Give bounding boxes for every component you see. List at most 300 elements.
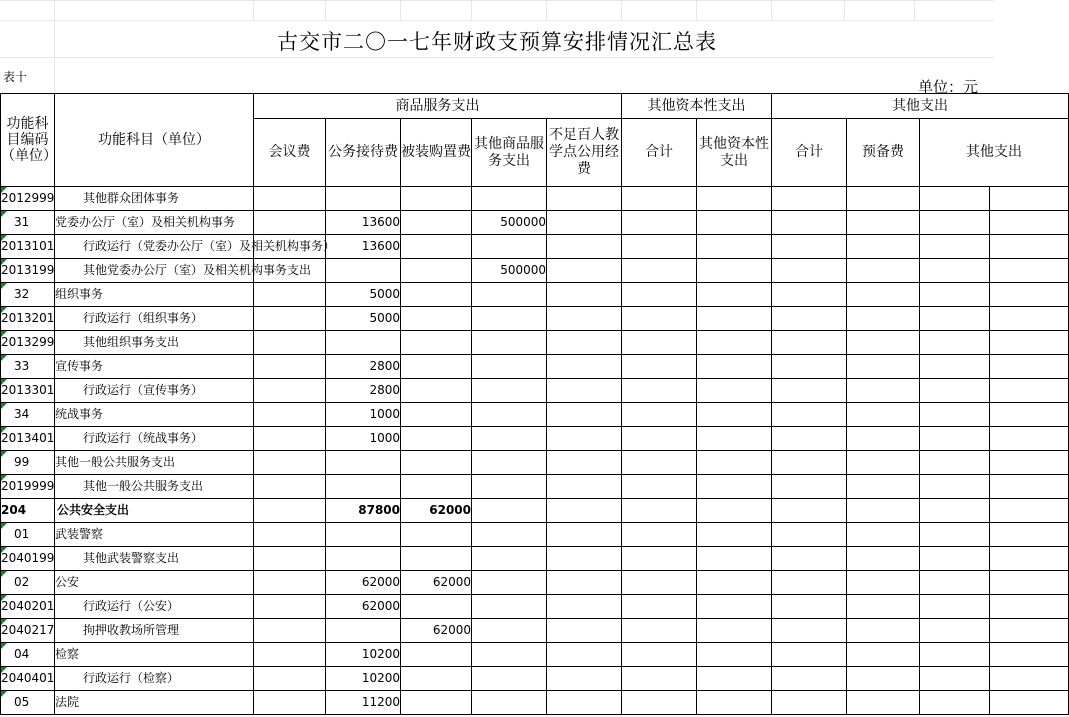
cell-empty[interactable] xyxy=(990,475,1069,499)
table-number: 表十 xyxy=(3,70,28,84)
cell-reception[interactable]: 5000 xyxy=(326,307,401,331)
cell-empty[interactable] xyxy=(920,691,990,715)
cell-other-goods[interactable] xyxy=(472,499,547,523)
cell-code[interactable]: 2013301 xyxy=(1,379,55,403)
cell-other-goods[interactable]: 500000 xyxy=(472,211,547,235)
cell-empty[interactable] xyxy=(847,451,920,475)
table-row xyxy=(1,259,1069,283)
cell-empty[interactable] xyxy=(990,595,1069,619)
header-code: 功能科目编码（单位） xyxy=(1,94,55,187)
cell-empty[interactable] xyxy=(697,619,772,643)
cell-code[interactable]: 204 xyxy=(1,499,55,523)
cell-uniform[interactable] xyxy=(401,283,472,307)
cell-other-goods[interactable] xyxy=(472,523,547,547)
cell-name[interactable]: 行政运行（公安） xyxy=(55,595,254,619)
cell-empty[interactable] xyxy=(920,211,990,235)
cell-empty[interactable] xyxy=(847,331,920,355)
budget-table xyxy=(0,93,1069,715)
cell-empty[interactable] xyxy=(622,595,697,619)
cell-other-goods[interactable]: 500000 xyxy=(472,259,547,283)
cell-empty[interactable] xyxy=(772,619,847,643)
cell-name[interactable]: 公共安全支出 xyxy=(55,499,254,523)
cell-empty[interactable] xyxy=(772,211,847,235)
cell-other-goods[interactable] xyxy=(472,331,547,355)
table-row xyxy=(1,499,1069,523)
cell-empty[interactable] xyxy=(697,595,772,619)
cell-empty[interactable] xyxy=(697,475,772,499)
cell-empty[interactable] xyxy=(697,307,772,331)
cell-empty[interactable] xyxy=(772,475,847,499)
cell-meeting[interactable] xyxy=(254,475,326,499)
cell-meeting[interactable] xyxy=(254,523,326,547)
cell-empty[interactable] xyxy=(990,379,1069,403)
cell-empty[interactable] xyxy=(847,571,920,595)
cell-other-goods[interactable] xyxy=(472,475,547,499)
cell-empty[interactable] xyxy=(547,451,622,475)
cell-empty[interactable] xyxy=(990,619,1069,643)
cell-empty[interactable] xyxy=(847,187,920,211)
cell-meeting[interactable] xyxy=(254,307,326,331)
cell-empty[interactable] xyxy=(547,187,622,211)
cell-other-goods[interactable] xyxy=(472,235,547,259)
cell-name[interactable]: 统战事务 xyxy=(55,403,254,427)
cell-name[interactable]: 法院 xyxy=(55,691,254,715)
cell-empty[interactable] xyxy=(847,211,920,235)
cell-empty[interactable] xyxy=(772,451,847,475)
cell-empty[interactable] xyxy=(697,379,772,403)
cell-reception[interactable] xyxy=(326,331,401,355)
table-row xyxy=(1,283,1069,307)
cell-empty[interactable] xyxy=(920,475,990,499)
cell-empty[interactable] xyxy=(990,355,1069,379)
cell-reception[interactable]: 2800 xyxy=(326,355,401,379)
cell-meeting[interactable] xyxy=(254,187,326,211)
cell-empty[interactable] xyxy=(622,283,697,307)
cell-name[interactable]: 公安 xyxy=(55,571,254,595)
cell-empty[interactable] xyxy=(920,403,990,427)
cell-empty[interactable] xyxy=(547,595,622,619)
cell-meeting[interactable] xyxy=(254,595,326,619)
cell-reception[interactable] xyxy=(326,475,401,499)
cell-uniform[interactable] xyxy=(401,379,472,403)
cell-empty[interactable] xyxy=(622,427,697,451)
cell-empty[interactable] xyxy=(697,523,772,547)
cell-empty[interactable] xyxy=(697,283,772,307)
table-row xyxy=(1,355,1069,379)
cell-code[interactable]: 2040401 xyxy=(1,667,55,691)
cell-name[interactable]: 行政运行（统战事务） xyxy=(55,427,254,451)
cell-empty[interactable] xyxy=(697,235,772,259)
cell-empty[interactable] xyxy=(622,403,697,427)
cell-empty[interactable] xyxy=(697,499,772,523)
cell-meeting[interactable] xyxy=(254,643,326,667)
cell-other-goods[interactable] xyxy=(472,307,547,331)
cell-meeting[interactable] xyxy=(254,283,326,307)
cell-empty[interactable] xyxy=(547,331,622,355)
cell-empty[interactable] xyxy=(622,187,697,211)
cell-code[interactable]: 2013201 xyxy=(1,307,55,331)
cell-empty[interactable] xyxy=(622,379,697,403)
cell-name[interactable]: 其他一般公共服务支出 xyxy=(55,475,254,499)
cell-empty[interactable] xyxy=(622,331,697,355)
cell-empty[interactable] xyxy=(547,499,622,523)
cell-empty[interactable] xyxy=(547,355,622,379)
cell-empty[interactable] xyxy=(990,187,1069,211)
cell-empty[interactable] xyxy=(920,379,990,403)
cell-empty[interactable] xyxy=(990,571,1069,595)
cell-empty[interactable] xyxy=(990,667,1069,691)
cell-name[interactable]: 行政运行（宣传事务） xyxy=(55,379,254,403)
cell-reception[interactable] xyxy=(326,547,401,571)
cell-empty[interactable] xyxy=(920,523,990,547)
cell-other-goods[interactable] xyxy=(472,667,547,691)
cell-empty[interactable] xyxy=(622,571,697,595)
cell-other-goods[interactable] xyxy=(472,643,547,667)
cell-empty[interactable] xyxy=(920,595,990,619)
cell-empty[interactable] xyxy=(622,259,697,283)
cell-empty[interactable] xyxy=(847,355,920,379)
gridline xyxy=(696,0,697,20)
cell-empty[interactable] xyxy=(920,667,990,691)
cell-empty[interactable] xyxy=(547,379,622,403)
cell-empty[interactable] xyxy=(990,451,1069,475)
cell-empty[interactable] xyxy=(920,283,990,307)
cell-code[interactable]: 2013199 xyxy=(1,259,55,283)
cell-empty[interactable] xyxy=(547,307,622,331)
cell-code[interactable]: 2013299 xyxy=(1,331,55,355)
cell-uniform[interactable]: 62000 xyxy=(401,619,472,643)
cell-empty[interactable] xyxy=(847,283,920,307)
cell-empty[interactable] xyxy=(547,691,622,715)
cell-code[interactable]: 2013401 xyxy=(1,427,55,451)
cell-code[interactable]: 05 xyxy=(1,691,55,715)
cell-empty[interactable] xyxy=(697,643,772,667)
cell-uniform[interactable] xyxy=(401,355,472,379)
cell-uniform[interactable] xyxy=(401,427,472,451)
cell-code[interactable]: 99 xyxy=(1,451,55,475)
cell-empty[interactable] xyxy=(847,259,920,283)
cell-empty[interactable] xyxy=(920,643,990,667)
cell-name[interactable]: 其他群众团体事务 xyxy=(55,187,254,211)
cell-code[interactable]: 04 xyxy=(1,643,55,667)
cell-empty[interactable] xyxy=(772,259,847,283)
cell-name[interactable]: 党委办公厅（室）及相关机构事务 xyxy=(55,211,254,235)
cell-other-goods[interactable] xyxy=(472,379,547,403)
cell-empty[interactable] xyxy=(547,547,622,571)
cell-uniform[interactable] xyxy=(401,403,472,427)
cell-empty[interactable] xyxy=(697,547,772,571)
cell-empty[interactable] xyxy=(920,331,990,355)
cell-other-goods[interactable] xyxy=(472,451,547,475)
cell-other-goods[interactable] xyxy=(472,619,547,643)
cell-other-goods[interactable] xyxy=(472,187,547,211)
cell-reception[interactable]: 62000 xyxy=(326,571,401,595)
cell-empty[interactable] xyxy=(990,523,1069,547)
cell-empty[interactable] xyxy=(772,427,847,451)
cell-empty[interactable] xyxy=(847,403,920,427)
cell-empty[interactable] xyxy=(847,643,920,667)
cell-meeting[interactable] xyxy=(254,571,326,595)
cell-reception[interactable]: 1000 xyxy=(326,427,401,451)
cell-empty[interactable] xyxy=(990,259,1069,283)
cell-uniform[interactable] xyxy=(401,307,472,331)
cell-name[interactable]: 检察 xyxy=(55,643,254,667)
cell-other-goods[interactable] xyxy=(472,571,547,595)
cell-code[interactable]: 2012999 xyxy=(1,187,55,211)
cell-other-goods[interactable] xyxy=(472,283,547,307)
cell-empty[interactable] xyxy=(697,403,772,427)
cell-empty[interactable] xyxy=(697,571,772,595)
cell-uniform[interactable] xyxy=(401,523,472,547)
cell-empty[interactable] xyxy=(990,307,1069,331)
cell-meeting[interactable] xyxy=(254,691,326,715)
cell-empty[interactable] xyxy=(920,499,990,523)
cell-other-goods[interactable] xyxy=(472,427,547,451)
cell-empty[interactable] xyxy=(697,451,772,475)
cell-empty[interactable] xyxy=(990,499,1069,523)
cell-name[interactable]: 其他一般公共服务支出 xyxy=(55,451,254,475)
cell-reception[interactable]: 13600 xyxy=(326,235,401,259)
cell-empty[interactable] xyxy=(772,331,847,355)
table-row xyxy=(1,403,1069,427)
cell-empty[interactable] xyxy=(990,547,1069,571)
cell-empty[interactable] xyxy=(622,643,697,667)
cell-meeting[interactable] xyxy=(254,259,326,283)
cell-uniform[interactable] xyxy=(401,595,472,619)
cell-empty[interactable] xyxy=(547,643,622,667)
cell-code[interactable]: 2040199 xyxy=(1,547,55,571)
cell-empty[interactable] xyxy=(847,475,920,499)
cell-code[interactable]: 2040201 xyxy=(1,595,55,619)
cell-empty[interactable] xyxy=(990,427,1069,451)
cell-empty[interactable] xyxy=(697,355,772,379)
header-group-capital: 其他资本性支出 xyxy=(622,94,772,119)
cell-empty[interactable] xyxy=(622,691,697,715)
cell-empty[interactable] xyxy=(920,547,990,571)
cell-other-goods[interactable] xyxy=(472,691,547,715)
cell-other-goods[interactable] xyxy=(472,547,547,571)
cell-empty[interactable] xyxy=(697,187,772,211)
cell-empty[interactable] xyxy=(847,235,920,259)
cell-reception[interactable] xyxy=(326,523,401,547)
cell-uniform[interactable] xyxy=(401,547,472,571)
cell-empty[interactable] xyxy=(847,667,920,691)
cell-name[interactable]: 行政运行（组织事务） xyxy=(55,307,254,331)
cell-reception[interactable]: 62000 xyxy=(326,595,401,619)
cell-code[interactable]: 2019999 xyxy=(1,475,55,499)
cell-meeting[interactable] xyxy=(254,427,326,451)
cell-empty[interactable] xyxy=(697,427,772,451)
cell-empty[interactable] xyxy=(547,619,622,643)
cell-empty[interactable] xyxy=(772,307,847,331)
cell-name[interactable]: 宣传事务 xyxy=(55,355,254,379)
cell-empty[interactable] xyxy=(920,187,990,211)
cell-empty[interactable] xyxy=(847,547,920,571)
cell-empty[interactable] xyxy=(990,283,1069,307)
cell-reception[interactable]: 5000 xyxy=(326,283,401,307)
cell-empty[interactable] xyxy=(547,427,622,451)
cell-empty[interactable] xyxy=(990,235,1069,259)
cell-empty[interactable] xyxy=(622,307,697,331)
cell-uniform[interactable]: 62000 xyxy=(401,571,472,595)
cell-code[interactable]: 32 xyxy=(1,283,55,307)
cell-empty[interactable] xyxy=(847,499,920,523)
cell-name[interactable]: 其他党委办公厅（室）及相关机构事务支出 xyxy=(55,259,254,283)
cell-meeting[interactable] xyxy=(254,403,326,427)
cell-empty[interactable] xyxy=(547,259,622,283)
cell-code[interactable]: 01 xyxy=(1,523,55,547)
cell-empty[interactable] xyxy=(547,475,622,499)
cell-empty[interactable] xyxy=(772,235,847,259)
cell-empty[interactable] xyxy=(847,619,920,643)
cell-meeting[interactable] xyxy=(254,499,326,523)
cell-code[interactable]: 34 xyxy=(1,403,55,427)
cell-reception[interactable] xyxy=(326,451,401,475)
cell-empty[interactable] xyxy=(772,571,847,595)
cell-empty[interactable] xyxy=(547,571,622,595)
cell-code[interactable]: 2013101 xyxy=(1,235,55,259)
cell-uniform[interactable] xyxy=(401,331,472,355)
cell-empty[interactable] xyxy=(547,403,622,427)
cell-empty[interactable] xyxy=(697,331,772,355)
cell-empty[interactable] xyxy=(920,259,990,283)
cell-empty[interactable] xyxy=(772,667,847,691)
cell-empty[interactable] xyxy=(772,283,847,307)
cell-name[interactable]: 组织事务 xyxy=(55,283,254,307)
cell-empty[interactable] xyxy=(547,667,622,691)
cell-other-goods[interactable] xyxy=(472,403,547,427)
cell-uniform[interactable] xyxy=(401,475,472,499)
cell-empty[interactable] xyxy=(772,379,847,403)
cell-uniform[interactable] xyxy=(401,235,472,259)
cell-name[interactable]: 行政运行（党委办公厅（室）及相关机构事务） xyxy=(55,235,254,259)
cell-code[interactable]: 33 xyxy=(1,355,55,379)
cell-empty[interactable] xyxy=(622,475,697,499)
cell-meeting[interactable] xyxy=(254,211,326,235)
cell-empty[interactable] xyxy=(697,691,772,715)
cell-name[interactable]: 武装警察 xyxy=(55,523,254,547)
cell-other-goods[interactable] xyxy=(472,355,547,379)
cell-empty[interactable] xyxy=(547,235,622,259)
cell-uniform[interactable] xyxy=(401,259,472,283)
cell-empty[interactable] xyxy=(990,691,1069,715)
cell-reception[interactable] xyxy=(326,619,401,643)
cell-empty[interactable] xyxy=(847,595,920,619)
cell-empty[interactable] xyxy=(920,355,990,379)
cell-empty[interactable] xyxy=(847,691,920,715)
cell-uniform[interactable] xyxy=(401,187,472,211)
cell-meeting[interactable] xyxy=(254,331,326,355)
cell-empty[interactable] xyxy=(772,355,847,379)
cell-empty[interactable] xyxy=(772,499,847,523)
cell-name[interactable]: 其他组织事务支出 xyxy=(55,331,254,355)
cell-empty[interactable] xyxy=(772,643,847,667)
cell-empty[interactable] xyxy=(697,211,772,235)
cell-empty[interactable] xyxy=(622,451,697,475)
cell-empty[interactable] xyxy=(920,307,990,331)
cell-empty[interactable] xyxy=(990,331,1069,355)
cell-uniform[interactable] xyxy=(401,451,472,475)
cell-name[interactable]: 拘押收教场所管理 xyxy=(55,619,254,643)
cell-reception[interactable]: 10200 xyxy=(326,667,401,691)
cell-empty[interactable] xyxy=(772,595,847,619)
cell-reception[interactable]: 1000 xyxy=(326,403,401,427)
cell-empty[interactable] xyxy=(622,523,697,547)
cell-empty[interactable] xyxy=(622,355,697,379)
cell-empty[interactable] xyxy=(847,523,920,547)
cell-empty[interactable] xyxy=(990,643,1069,667)
cell-reception[interactable]: 87800 xyxy=(326,499,401,523)
cell-meeting[interactable] xyxy=(254,547,326,571)
header-uniform: 被装购置费 xyxy=(401,119,472,187)
cell-empty[interactable] xyxy=(622,211,697,235)
cell-reception[interactable] xyxy=(326,187,401,211)
cell-empty[interactable] xyxy=(920,451,990,475)
cell-empty[interactable] xyxy=(547,283,622,307)
cell-reception[interactable]: 11200 xyxy=(326,691,401,715)
cell-uniform[interactable]: 62000 xyxy=(401,499,472,523)
cell-empty[interactable] xyxy=(772,187,847,211)
cell-meeting[interactable] xyxy=(254,619,326,643)
cell-empty[interactable] xyxy=(697,259,772,283)
cell-empty[interactable] xyxy=(772,403,847,427)
cell-uniform[interactable] xyxy=(401,691,472,715)
cell-code[interactable]: 02 xyxy=(1,571,55,595)
table-row xyxy=(1,571,1069,595)
cell-empty[interactable] xyxy=(622,235,697,259)
cell-empty[interactable] xyxy=(990,403,1069,427)
cell-reception[interactable]: 10200 xyxy=(326,643,401,667)
cell-empty[interactable] xyxy=(622,547,697,571)
cell-code[interactable]: 2040217 xyxy=(1,619,55,643)
cell-empty[interactable] xyxy=(772,547,847,571)
cell-meeting[interactable] xyxy=(254,355,326,379)
cell-empty[interactable] xyxy=(920,235,990,259)
cell-empty[interactable] xyxy=(920,571,990,595)
cell-empty[interactable] xyxy=(847,379,920,403)
cell-name[interactable]: 其他武装警察支出 xyxy=(55,547,254,571)
cell-meeting[interactable] xyxy=(254,379,326,403)
cell-uniform[interactable] xyxy=(401,667,472,691)
cell-empty[interactable] xyxy=(847,427,920,451)
cell-reception[interactable]: 2800 xyxy=(326,379,401,403)
cell-other-goods[interactable] xyxy=(472,595,547,619)
cell-empty[interactable] xyxy=(622,499,697,523)
cell-reception[interactable]: 13600 xyxy=(326,211,401,235)
cell-name[interactable]: 行政运行（检察） xyxy=(55,667,254,691)
cell-code[interactable]: 31 xyxy=(1,211,55,235)
cell-empty[interactable] xyxy=(622,667,697,691)
cell-empty[interactable] xyxy=(547,523,622,547)
cell-empty[interactable] xyxy=(547,211,622,235)
cell-empty[interactable] xyxy=(772,523,847,547)
cell-empty[interactable] xyxy=(990,211,1069,235)
cell-empty[interactable] xyxy=(697,667,772,691)
header-name: 功能科目（单位） xyxy=(55,94,254,187)
cell-uniform[interactable] xyxy=(401,643,472,667)
cell-uniform[interactable] xyxy=(401,211,472,235)
cell-empty[interactable] xyxy=(847,307,920,331)
cell-reception[interactable] xyxy=(326,259,401,283)
cell-meeting[interactable] xyxy=(254,667,326,691)
cell-meeting[interactable] xyxy=(254,451,326,475)
cell-empty[interactable] xyxy=(920,619,990,643)
cell-meeting[interactable] xyxy=(254,235,326,259)
table-row xyxy=(1,331,1069,355)
cell-empty[interactable] xyxy=(622,619,697,643)
cell-empty[interactable] xyxy=(920,427,990,451)
cell-empty[interactable] xyxy=(772,691,847,715)
